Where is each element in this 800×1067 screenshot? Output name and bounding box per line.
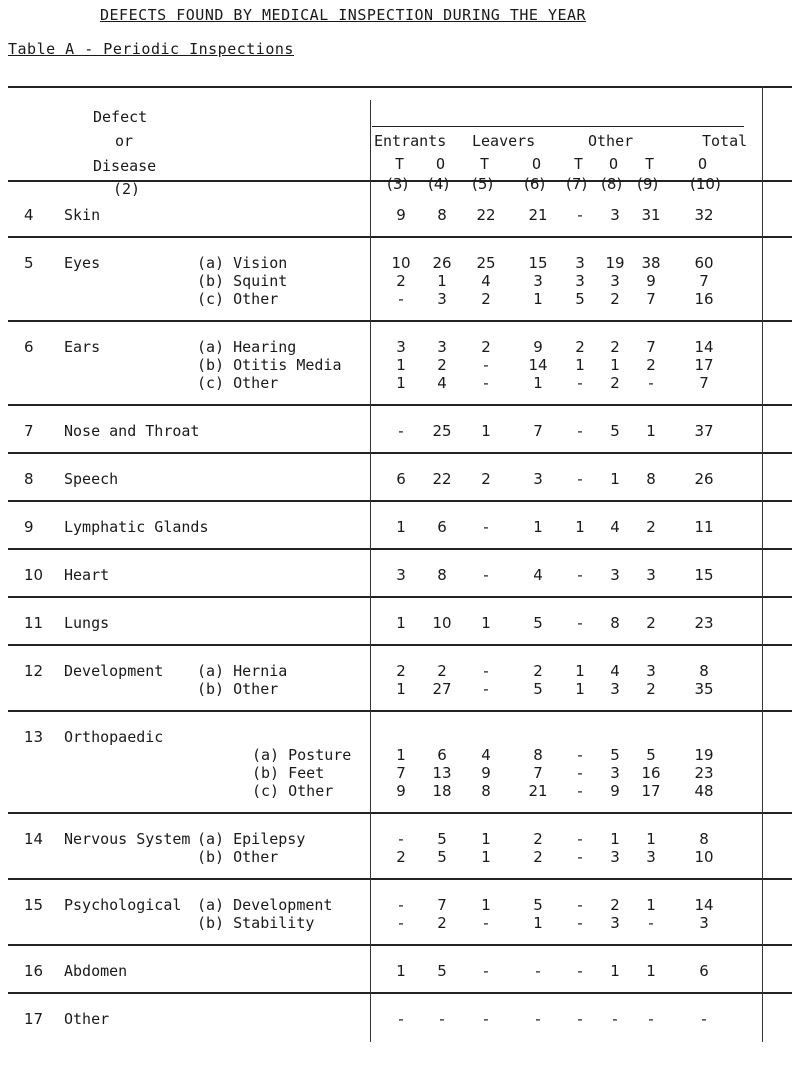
cell-value: 8 — [646, 470, 656, 488]
cell-value: - — [398, 830, 404, 848]
cell-value: - — [483, 962, 489, 980]
cell-value: 15 — [694, 566, 714, 584]
cell-value: 5 — [533, 680, 543, 698]
cell-value: 1 — [396, 746, 406, 764]
cell-value: 1 — [610, 356, 620, 374]
cell-value: 8 — [437, 566, 447, 584]
cell-value: 1 — [646, 962, 656, 980]
cell-value: 21 — [528, 782, 548, 800]
cell-value: 1 — [481, 422, 491, 440]
cell-value: 5 — [533, 896, 543, 914]
cell-value: 3 — [533, 470, 543, 488]
table-rule — [8, 878, 792, 880]
sub-row-label: (b) Otitis Media — [197, 356, 342, 374]
cell-value: 19 — [694, 746, 714, 764]
cell-value: 3 — [610, 272, 620, 290]
column-number: (9) — [637, 175, 659, 193]
cell-value: 7 — [699, 272, 709, 290]
cell-value: 2 — [646, 356, 656, 374]
cell-value: 37 — [694, 422, 714, 440]
row-label: Eyes — [64, 254, 101, 272]
table-rule — [8, 548, 792, 550]
cell-value: - — [483, 518, 489, 536]
row-label: Heart — [64, 566, 110, 584]
row-label: Lungs — [64, 614, 110, 632]
cell-value: 3 — [646, 848, 656, 866]
row-label: Speech — [64, 470, 119, 488]
cell-value: 3 — [396, 566, 406, 584]
cell-value: - — [398, 914, 404, 932]
cell-value: 2 — [533, 830, 543, 848]
cell-value: 1 — [533, 374, 543, 392]
cell-value: - — [398, 896, 404, 914]
sub-row-label: (a) Vision — [197, 254, 288, 272]
cell-value: - — [577, 1010, 583, 1028]
row-number: 8 — [24, 470, 34, 488]
cell-value: 3 — [575, 272, 585, 290]
group-header: Other — [588, 132, 634, 150]
sub-header: T — [645, 155, 655, 173]
cell-value: 1 — [396, 374, 406, 392]
cell-value: 2 — [646, 518, 656, 536]
cell-value: 22 — [476, 206, 496, 224]
cell-value: 1 — [575, 518, 585, 536]
cell-value: 2 — [481, 338, 491, 356]
cell-value: 4 — [610, 662, 620, 680]
cell-value: 2 — [481, 470, 491, 488]
cell-value: 1 — [575, 680, 585, 698]
cell-value: - — [483, 374, 489, 392]
cell-value: - — [577, 746, 583, 764]
cell-value: 7 — [533, 764, 543, 782]
table-rule — [8, 596, 792, 598]
column-number: (10) — [690, 175, 721, 193]
column-divider — [762, 86, 763, 1042]
cell-value: 22 — [432, 470, 452, 488]
column-divider — [370, 100, 371, 1042]
sub-row-label: (b) Other — [197, 848, 279, 866]
cell-value: 5 — [437, 830, 447, 848]
cell-value: 3 — [396, 338, 406, 356]
cell-value: 32 — [694, 206, 714, 224]
table-title: Table A - Periodic Inspections — [8, 40, 294, 58]
row-number: 17 — [24, 1010, 44, 1028]
cell-value: 8 — [699, 830, 709, 848]
sub-header: O — [698, 155, 708, 173]
cell-value: 9 — [610, 782, 620, 800]
cell-value: 1 — [610, 830, 620, 848]
cell-value: 2 — [610, 374, 620, 392]
group-header: Total — [702, 132, 748, 150]
sub-row-label: (b) Feet — [252, 764, 325, 782]
cell-value: 4 — [533, 566, 543, 584]
cell-value: - — [648, 1010, 654, 1028]
cell-value: 2 — [481, 290, 491, 308]
cell-value: 1 — [481, 830, 491, 848]
cell-value: 6 — [437, 746, 447, 764]
cell-value: - — [648, 374, 654, 392]
column-number: (4) — [428, 175, 450, 193]
cell-value: 1 — [396, 962, 406, 980]
cell-value: 8 — [437, 206, 447, 224]
cell-value: 10 — [432, 614, 452, 632]
cell-value: 8 — [533, 746, 543, 764]
cell-value: 3 — [646, 566, 656, 584]
sub-row-label: (a) Hernia — [197, 662, 288, 680]
table-rule — [8, 710, 792, 712]
row-number: 11 — [24, 614, 44, 632]
cell-value: - — [577, 962, 583, 980]
cell-value: 6 — [699, 962, 709, 980]
row-number: 10 — [24, 566, 44, 584]
cell-value: - — [398, 290, 404, 308]
cell-value: 38 — [641, 254, 661, 272]
cell-value: 2 — [646, 680, 656, 698]
cell-value: 1 — [396, 518, 406, 536]
column-number: (3) — [387, 175, 409, 193]
cell-value: - — [577, 206, 583, 224]
cell-value: 2 — [575, 338, 585, 356]
sub-header: O — [436, 155, 446, 173]
cell-value: 3 — [610, 680, 620, 698]
cell-value: 3 — [533, 272, 543, 290]
cell-value: - — [483, 566, 489, 584]
sub-header: O — [609, 155, 619, 173]
sub-row-label: (b) Other — [197, 680, 279, 698]
cell-value: 6 — [396, 470, 406, 488]
cell-value: 2 — [437, 662, 447, 680]
cell-value: - — [612, 1010, 618, 1028]
cell-value: 35 — [694, 680, 714, 698]
cell-value: 9 — [396, 206, 406, 224]
cell-value: 1 — [533, 290, 543, 308]
cell-value: - — [398, 1010, 404, 1028]
cell-value: 13 — [432, 764, 452, 782]
row-number: 4 — [24, 206, 34, 224]
table-rule — [8, 644, 792, 646]
cell-value: 1 — [575, 356, 585, 374]
cell-value: 1 — [610, 470, 620, 488]
table-rule — [8, 500, 792, 502]
page-title: DEFECTS FOUND BY MEDICAL INSPECTION DURING THE YEAR — [100, 6, 587, 24]
cell-value: 25 — [432, 422, 452, 440]
cell-value: 7 — [396, 764, 406, 782]
defect-header-line: (2) — [113, 180, 141, 198]
cell-value: 7 — [699, 374, 709, 392]
cell-value: 4 — [481, 746, 491, 764]
cell-value: 16 — [641, 764, 661, 782]
cell-value: - — [483, 662, 489, 680]
cell-value: - — [398, 422, 404, 440]
cell-value: - — [483, 914, 489, 932]
cell-value: 25 — [476, 254, 496, 272]
defect-header-line: or — [115, 132, 134, 150]
sub-row-label: (c) Other — [197, 290, 279, 308]
cell-value: - — [577, 566, 583, 584]
cell-value: 1 — [533, 914, 543, 932]
cell-value: 1 — [610, 962, 620, 980]
cell-value: 1 — [437, 272, 447, 290]
cell-value: 8 — [481, 782, 491, 800]
row-number: 12 — [24, 662, 44, 680]
column-number: (6) — [524, 175, 546, 193]
row-number: 16 — [24, 962, 44, 980]
cell-value: 7 — [533, 422, 543, 440]
cell-value: 14 — [694, 338, 714, 356]
sub-row-label: (a) Hearing — [197, 338, 297, 356]
cell-value: 5 — [437, 962, 447, 980]
cell-value: 1 — [533, 518, 543, 536]
sub-header: T — [480, 155, 490, 173]
cell-value: 5 — [610, 746, 620, 764]
cell-value: 2 — [396, 272, 406, 290]
cell-value: 1 — [575, 662, 585, 680]
table-rule — [8, 320, 792, 322]
cell-value: 23 — [694, 764, 714, 782]
cell-value: 5 — [610, 422, 620, 440]
sub-row-label: (a) Posture — [252, 746, 352, 764]
cell-value: 3 — [610, 764, 620, 782]
cell-value: 19 — [605, 254, 625, 272]
table-rule — [8, 452, 792, 454]
table-rule — [372, 126, 744, 127]
cell-value: 3 — [646, 662, 656, 680]
cell-value: 10 — [391, 254, 411, 272]
cell-value: - — [483, 680, 489, 698]
cell-value: 5 — [533, 614, 543, 632]
cell-value: 48 — [694, 782, 714, 800]
row-label: Other — [64, 1010, 110, 1028]
cell-value: - — [439, 1010, 445, 1028]
table-rule — [8, 812, 792, 814]
cell-value: 2 — [610, 896, 620, 914]
cell-value: 26 — [694, 470, 714, 488]
cell-value: 1 — [481, 614, 491, 632]
cell-value: - — [648, 914, 654, 932]
sub-header: O — [532, 155, 542, 173]
cell-value: 2 — [646, 614, 656, 632]
cell-value: 2 — [610, 290, 620, 308]
defect-header-line: Disease — [93, 157, 157, 175]
row-label: Nervous System — [64, 830, 191, 848]
row-number: 5 — [24, 254, 34, 272]
cell-value: 4 — [437, 374, 447, 392]
cell-value: 14 — [694, 896, 714, 914]
sub-header: T — [395, 155, 405, 173]
column-number: (5) — [472, 175, 494, 193]
row-number: 15 — [24, 896, 44, 914]
cell-value: 9 — [533, 338, 543, 356]
row-label: Skin — [64, 206, 101, 224]
sub-row-label: (b) Squint — [197, 272, 288, 290]
cell-value: - — [535, 1010, 541, 1028]
cell-value: 3 — [610, 848, 620, 866]
cell-value: 8 — [699, 662, 709, 680]
cell-value: - — [577, 896, 583, 914]
row-label: Ears — [64, 338, 101, 356]
cell-value: 2 — [533, 848, 543, 866]
cell-value: 5 — [575, 290, 585, 308]
cell-value: 5 — [646, 746, 656, 764]
cell-value: 17 — [641, 782, 661, 800]
row-number: 6 — [24, 338, 34, 356]
cell-value: - — [577, 614, 583, 632]
group-header: Entrants — [374, 132, 447, 150]
cell-value: 5 — [437, 848, 447, 866]
cell-value: - — [577, 830, 583, 848]
cell-value: 7 — [437, 896, 447, 914]
cell-value: 9 — [646, 272, 656, 290]
cell-value: 1 — [481, 896, 491, 914]
sub-header: T — [574, 155, 584, 173]
row-label: Orthopaedic — [64, 728, 164, 746]
cell-value: 8 — [610, 614, 620, 632]
cell-value: 2 — [610, 338, 620, 356]
cell-value: 1 — [396, 356, 406, 374]
row-number: 14 — [24, 830, 44, 848]
cell-value: 10 — [694, 848, 714, 866]
sub-row-label: (a) Epilepsy — [197, 830, 306, 848]
cell-value: 26 — [432, 254, 452, 272]
row-label: Development — [64, 662, 164, 680]
cell-value: 7 — [646, 338, 656, 356]
cell-value: 9 — [396, 782, 406, 800]
table-rule — [8, 236, 792, 238]
cell-value: - — [535, 962, 541, 980]
cell-value: 1 — [646, 830, 656, 848]
cell-value: 23 — [694, 614, 714, 632]
cell-value: 3 — [699, 914, 709, 932]
cell-value: 15 — [528, 254, 548, 272]
defect-header-line: Defect — [93, 108, 148, 126]
cell-value: - — [577, 422, 583, 440]
row-number: 7 — [24, 422, 34, 440]
cell-value: 2 — [437, 914, 447, 932]
cell-value: 1 — [646, 422, 656, 440]
sub-row-label: (a) Development — [197, 896, 333, 914]
table-rule — [8, 404, 792, 406]
cell-value: 21 — [528, 206, 548, 224]
cell-value: 9 — [481, 764, 491, 782]
column-number: (7) — [566, 175, 588, 193]
cell-value: - — [577, 470, 583, 488]
cell-value: - — [701, 1010, 707, 1028]
cell-value: 3 — [610, 566, 620, 584]
sub-row-label: (b) Stability — [197, 914, 315, 932]
cell-value: 3 — [437, 290, 447, 308]
cell-value: 1 — [481, 848, 491, 866]
cell-value: 2 — [396, 848, 406, 866]
row-number: 9 — [24, 518, 34, 536]
table-rule — [8, 944, 792, 946]
column-number: (8) — [601, 175, 623, 193]
row-label: Lymphatic Glands — [64, 518, 209, 536]
cell-value: 2 — [396, 662, 406, 680]
cell-value: - — [577, 764, 583, 782]
table-rule — [8, 992, 792, 994]
cell-value: 17 — [694, 356, 714, 374]
cell-value: - — [577, 782, 583, 800]
cell-value: - — [577, 848, 583, 866]
row-number: 13 — [24, 728, 44, 746]
cell-value: 27 — [432, 680, 452, 698]
row-label: Abdomen — [64, 962, 128, 980]
cell-value: 18 — [432, 782, 452, 800]
cell-value: 1 — [396, 614, 406, 632]
sub-row-label: (c) Other — [197, 374, 279, 392]
cell-value: 1 — [396, 680, 406, 698]
cell-value: 7 — [646, 290, 656, 308]
group-header: Leavers — [472, 132, 536, 150]
cell-value: 6 — [437, 518, 447, 536]
cell-value: 11 — [694, 518, 714, 536]
row-label: Psychological — [64, 896, 182, 914]
cell-value: 31 — [641, 206, 661, 224]
cell-value: 3 — [575, 254, 585, 272]
cell-value: 4 — [610, 518, 620, 536]
cell-value: 2 — [533, 662, 543, 680]
cell-value: - — [483, 1010, 489, 1028]
cell-value: 3 — [437, 338, 447, 356]
cell-value: 60 — [694, 254, 714, 272]
cell-value: 4 — [481, 272, 491, 290]
row-label: Nose and Throat — [64, 422, 200, 440]
cell-value: - — [483, 356, 489, 374]
cell-value: 2 — [437, 356, 447, 374]
cell-value: - — [577, 374, 583, 392]
cell-value: 3 — [610, 206, 620, 224]
cell-value: 16 — [694, 290, 714, 308]
cell-value: - — [577, 914, 583, 932]
table-rule — [8, 86, 792, 88]
cell-value: 14 — [528, 356, 548, 374]
cell-value: 3 — [610, 914, 620, 932]
cell-value: 1 — [646, 896, 656, 914]
sub-row-label: (c) Other — [252, 782, 334, 800]
